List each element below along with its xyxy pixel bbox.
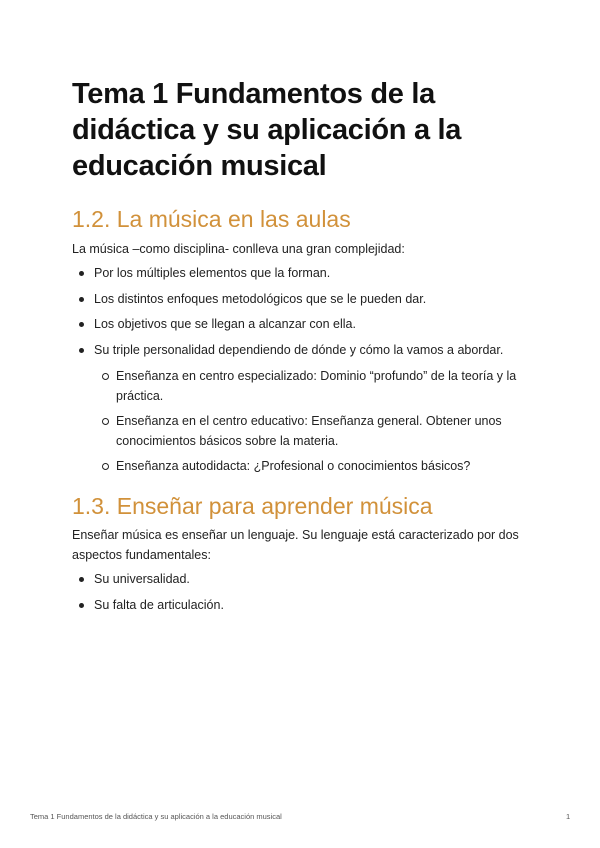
list-item: Por los múltiples elementos que la forman. — [76, 263, 536, 283]
bullet-icon — [79, 322, 84, 327]
page-title: Tema 1 Fundamentos de la didáctica y su aplicación a la educación musical — [72, 78, 462, 182]
page-number: 1 — [566, 812, 571, 821]
hollow-bullet-icon — [102, 373, 109, 380]
sub-list-item: Enseñanza autodidacta: ¿Profesional o conocimientos básicos? — [102, 456, 532, 476]
bullet-icon — [79, 348, 84, 353]
hollow-bullet-icon — [102, 418, 109, 425]
hollow-bullet-icon — [102, 463, 109, 470]
section-heading-teach-music: 1.3. Enseñar para aprender música — [72, 493, 433, 519]
section2-intro: Enseñar música es enseñar un lenguaje. Su lenguaje está caracterizado por dos aspectos fundamentales: — [72, 528, 519, 562]
page-footer: Tema 1 Fundamentos de la didáctica y su aplicación a la educación musical — [30, 812, 282, 821]
list-item: Su universalidad. — [76, 569, 536, 589]
section2-bullet-list — [76, 569, 536, 620]
section1-sub-list — [102, 366, 532, 481]
list-item: Los distintos enfoques metodológicos que se le pueden dar. — [76, 289, 536, 309]
bullet-icon — [79, 603, 84, 608]
sub-list-item: Enseñanza en centro especializado: Dominio “profundo” de la teoría y la práctica. — [102, 366, 532, 406]
list-item: Su triple personalidad dependiendo de dónde y cómo la vamos a abordar. — [76, 340, 536, 360]
bullet-icon — [79, 271, 84, 276]
list-item: Su falta de articulación. — [76, 595, 536, 615]
section1-bullet-list — [76, 263, 536, 365]
list-item: Los objetivos que se llegan a alcanzar con ella. — [76, 314, 536, 334]
bullet-icon — [79, 297, 84, 302]
bullet-icon — [79, 577, 84, 582]
sub-list-item: Enseñanza en el centro educativo: Enseñanza general. Obtener unos conocimientos básicos sobre la materia. — [102, 411, 532, 451]
section1-intro: La música –como disciplina- conlleva una gran complejidad: — [72, 242, 405, 256]
section-heading-music-classroom: 1.2. La música en las aulas — [72, 206, 351, 232]
